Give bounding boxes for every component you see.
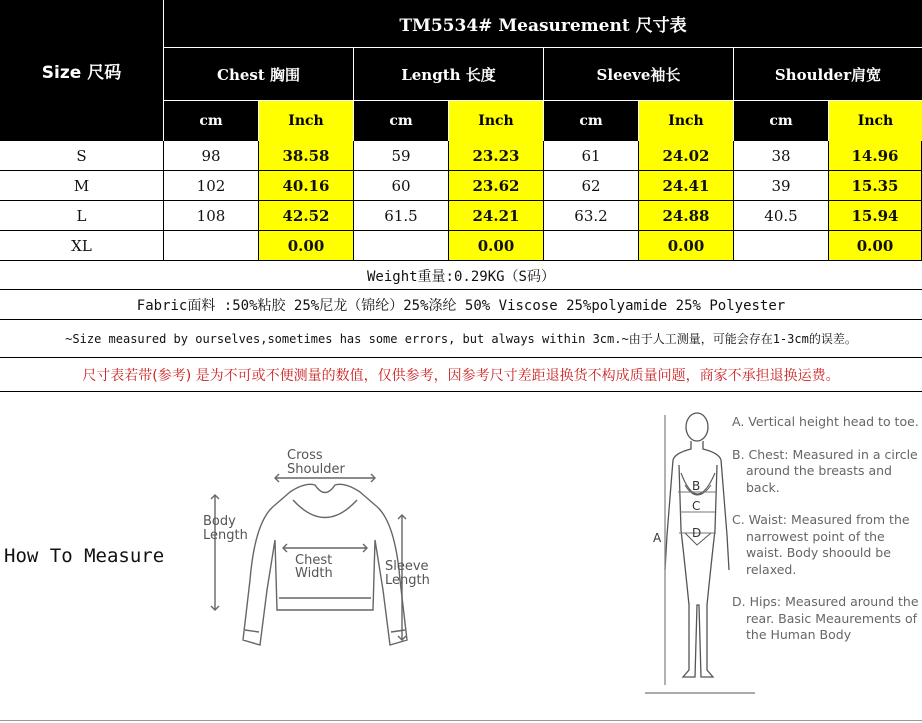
inch-cell: 24.21 xyxy=(449,201,544,231)
inch-cell: 23.62 xyxy=(449,171,544,201)
unit-cm: cm xyxy=(389,113,413,129)
inch-cell: 15.94 xyxy=(829,201,922,231)
col-length: Length 长度 xyxy=(401,65,496,84)
chest-width-label: Chest xyxy=(295,553,333,568)
chest-width-label: Width xyxy=(295,566,333,581)
inch-cell: 23.23 xyxy=(449,141,544,171)
cm-cell xyxy=(164,231,259,261)
fabric-line: Fabric面料 :50%粘胶 25%尼龙（锦纶）25%涤纶 50% Viscose 25%polyamide 25% Polyester xyxy=(0,290,922,320)
inch-cell: 0.00 xyxy=(829,231,922,261)
inch-cell: 38.58 xyxy=(259,141,354,171)
cross-shoulder-label: Shoulder xyxy=(287,462,345,477)
note-a: A. Vertical height head to toe. xyxy=(732,414,919,429)
inch-cell: 24.02 xyxy=(639,141,734,171)
marker-c: C xyxy=(692,499,701,513)
inch-cell: 0.00 xyxy=(259,231,354,261)
cm-cell: 98 xyxy=(164,141,259,171)
inch-cell: 0.00 xyxy=(639,231,734,261)
measurement-note: ~Size measured by ourselves,sometimes has some errors, but always within 3cm.~由于人工测量，可能会存在1-3cm的误差。 xyxy=(0,320,922,358)
cm-cell: 60 xyxy=(354,171,449,201)
note-c: C. Waist: Measured from the narrowest point of the waist. Body shoould be relaxed. xyxy=(732,512,910,577)
cm-cell: 59 xyxy=(354,141,449,171)
cm-cell: 102 xyxy=(164,171,259,201)
cm-cell: 61 xyxy=(544,141,639,171)
body-length-label: Body xyxy=(203,514,236,529)
table-title: TM5534# Measurement 尺寸表 xyxy=(399,16,687,36)
inch-cell: 42.52 xyxy=(259,201,354,231)
size-cell: M xyxy=(0,171,164,201)
inch-cell: 14.96 xyxy=(829,141,922,171)
unit-cm: cm xyxy=(579,113,603,129)
col-sleeve: Sleeve袖长 xyxy=(596,65,681,84)
cm-cell: 61.5 xyxy=(354,201,449,231)
note-b: B. Chest: Measured in a circle around the breasts and back. xyxy=(732,446,918,495)
inch-cell: 40.16 xyxy=(259,171,354,201)
cm-cell: 39 xyxy=(734,171,829,201)
body-length-label: Length xyxy=(203,528,248,543)
size-cell: S xyxy=(0,141,164,171)
size-cell: L xyxy=(0,201,164,231)
unit-inch: Inch xyxy=(829,101,922,141)
cm-cell xyxy=(354,231,449,261)
cross-shoulder-label: Cross xyxy=(287,448,323,463)
marker-b: B xyxy=(692,479,701,493)
sweater-diagram xyxy=(195,440,445,660)
cm-cell: 38 xyxy=(734,141,829,171)
cm-cell: 40.5 xyxy=(734,201,829,231)
weight-line: Weight重量:0.29KG（S码） xyxy=(0,262,922,290)
col-shoulder: Shoulder肩宽 xyxy=(774,65,882,84)
cm-cell xyxy=(544,231,639,261)
inch-cell: 24.41 xyxy=(639,171,734,201)
cm-cell: 63.2 xyxy=(544,201,639,231)
marker-d: D xyxy=(692,526,702,540)
unit-inch: Inch xyxy=(259,101,353,141)
size-cell: XL xyxy=(0,231,164,261)
unit-inch: Inch xyxy=(449,101,543,141)
marker-a: A xyxy=(653,531,662,545)
col-chest: Chest 胸围 xyxy=(217,65,300,84)
size-header: Size 尺码 xyxy=(41,63,122,83)
unit-cm: cm xyxy=(769,113,793,129)
cm-cell: 62 xyxy=(544,171,639,201)
body-notes xyxy=(732,414,920,644)
unit-cm: cm xyxy=(199,113,223,129)
disclaimer: 尺寸表若带(参考) 是为不可或不便测量的数值，仅供参考，因参考尺寸差距退换货不构成质量问题，商家不承担退换运费。 xyxy=(0,358,922,392)
inch-cell: 24.88 xyxy=(639,201,734,231)
inch-cell: 15.35 xyxy=(829,171,922,201)
note-d: D. Hips: Measured around the rear. Basic Meaurements of the Human Body xyxy=(732,594,919,642)
sleeve-length-label: Length xyxy=(385,573,430,588)
cm-cell xyxy=(734,231,829,261)
inch-cell: 0.00 xyxy=(449,231,544,261)
cm-cell: 108 xyxy=(164,201,259,231)
sleeve-length-label: Sleeve xyxy=(385,559,429,574)
unit-inch: Inch xyxy=(639,101,733,141)
how-to-measure-title: How To Measure xyxy=(4,545,165,567)
